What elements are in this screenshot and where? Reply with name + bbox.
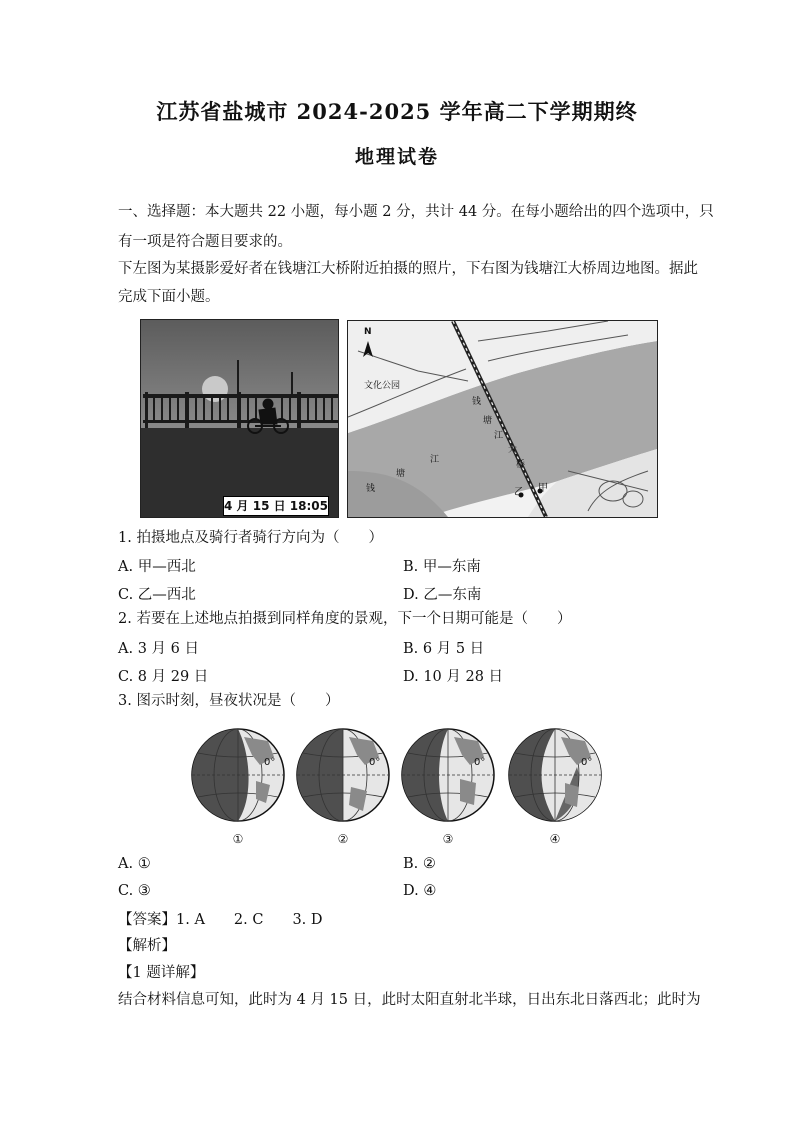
bridge-label-char: 大 [508, 445, 518, 455]
section-instruction-line-2: 有一项是符合题目要求的。 [118, 234, 292, 250]
globe-diagram-2 [295, 727, 391, 823]
river-label-char: 塘 [396, 469, 406, 479]
photo-date-stamp: 4 月 15 日 18:05 [223, 496, 329, 516]
page-title: 江苏省盐城市 2024-2025 学年高二下学期期终 [156, 99, 638, 124]
q3-option-d[interactable]: D. ④ [403, 883, 437, 899]
meridian-label: 0° [474, 757, 486, 768]
q1-option-a[interactable]: A. 甲—西北 [118, 559, 196, 575]
bridge-label-char: 塘 [483, 416, 493, 426]
q3-option-a[interactable]: A. ① [118, 856, 151, 872]
river-label-char: 江 [430, 455, 440, 465]
q1-option-b[interactable]: B. 甲—东南 [403, 559, 481, 575]
analysis-heading: 【解析】 [118, 938, 176, 954]
q2-option-c[interactable]: C. 8 月 29 日 [118, 669, 209, 685]
bridge-label-char: 桥 [516, 460, 526, 470]
globe-diagram-4 [507, 727, 603, 823]
point-yi-label: 乙 [514, 487, 524, 498]
meridian-label: 0° [581, 757, 593, 768]
q2-option-b[interactable]: B. 6 月 5 日 [403, 641, 485, 657]
globe-label-3: ③ [442, 832, 454, 846]
point-jia-label: 甲 [538, 483, 548, 494]
bridge-area-map [347, 320, 658, 518]
bridge-label-char: 钱 [472, 397, 482, 407]
q1-option-d[interactable]: D. 乙—东南 [403, 587, 482, 603]
park-label: 文化公园 [364, 381, 401, 391]
question-2-stem: 2. 若要在上述地点拍摄到同样角度的景观，下一个日期可能是（ ） [118, 611, 572, 627]
q3-option-b[interactable]: B. ② [403, 856, 436, 872]
globe-label-2: ② [337, 832, 349, 846]
material-intro-line-1: 下左图为某摄影爱好者在钱塘江大桥附近拍摄的照片，下右图为钱塘江大桥周边地图。据此 [118, 261, 698, 277]
meridian-label: 0° [264, 757, 276, 768]
detail-text: 结合材料信息可知，此时为 4 月 15 日，此时太阳直射北半球，日出东北日落西北；此时为 [118, 992, 701, 1008]
bridge-label-char: 江 [494, 431, 504, 441]
bridge-photo [140, 319, 339, 518]
q3-option-c[interactable]: C. ③ [118, 883, 151, 899]
north-label: N [364, 327, 372, 337]
question-1-stem: 1. 拍摄地点及骑行者骑行方向为（ ） [118, 530, 383, 546]
globe-label-1: ① [232, 832, 244, 846]
question-3-stem: 3. 图示时刻，昼夜状况是（ ） [118, 693, 340, 709]
globe-label-4: ④ [549, 832, 561, 846]
answer-line: 【答案】1. A 2. C 3. D [118, 912, 323, 928]
globe-diagram-3 [400, 727, 496, 823]
globe-diagram-1 [190, 727, 286, 823]
material-intro-line-2: 完成下面小题。 [118, 289, 220, 305]
page-subtitle: 地理试卷 [354, 146, 439, 168]
q2-option-d[interactable]: D. 10 月 28 日 [403, 669, 504, 685]
q2-option-a[interactable]: A. 3 月 6 日 [118, 641, 199, 657]
meridian-label: 0° [369, 757, 381, 768]
section-instruction-line-1: 一、选择题：本大题共 22 小题，每小题 2 分，共计 44 分。在每小题给出的四个选项中，只 [118, 204, 714, 220]
river-label-char: 钱 [366, 484, 376, 494]
q1-option-c[interactable]: C. 乙—西北 [118, 587, 196, 603]
detail-heading: 【1 题详解】 [118, 965, 205, 981]
